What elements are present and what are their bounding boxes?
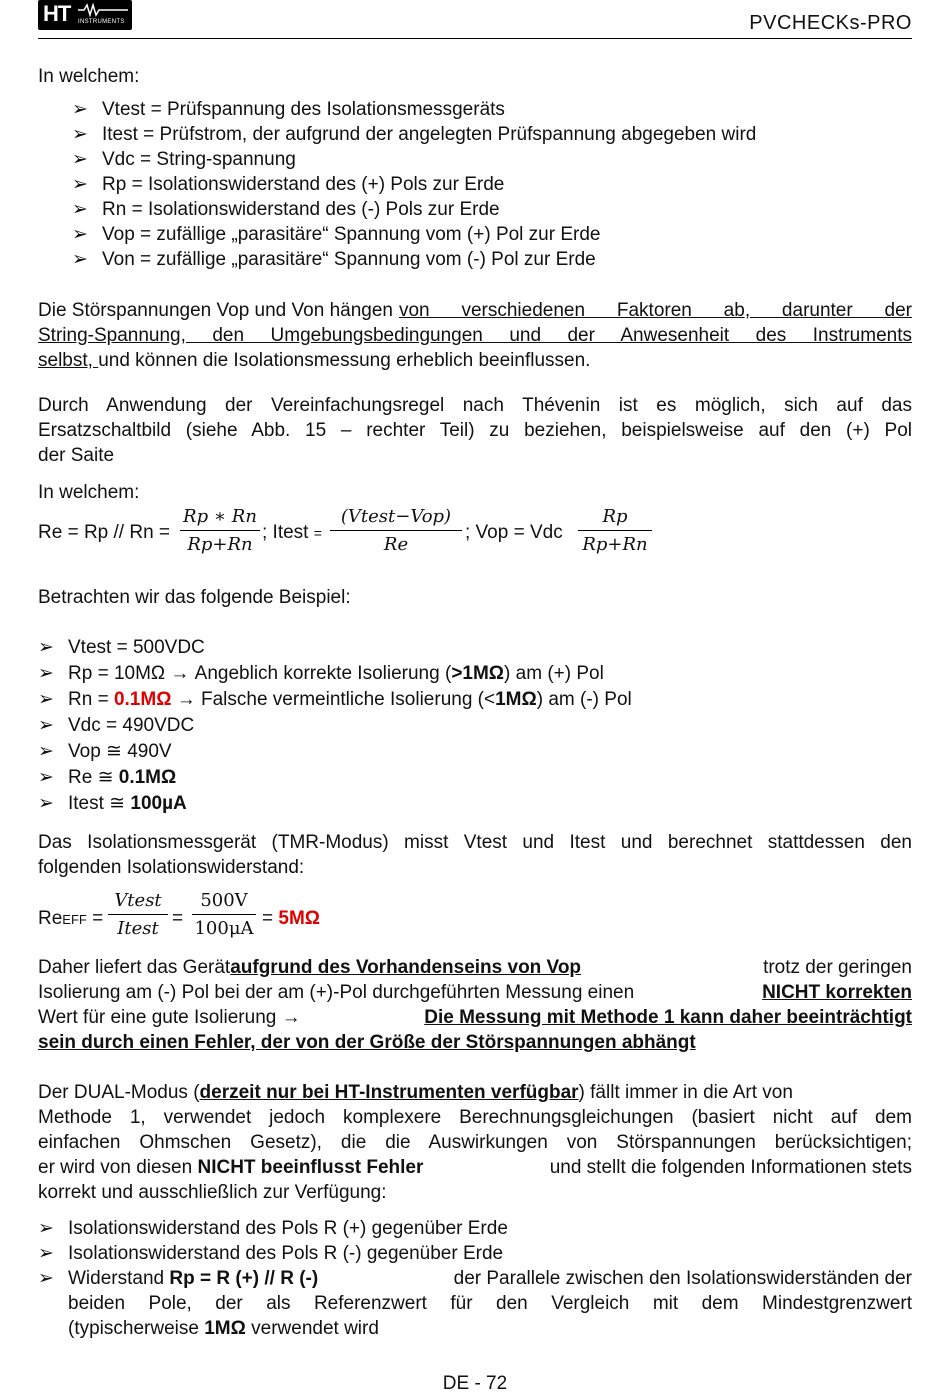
- bullet-icon: ➢: [38, 689, 54, 710]
- paragraph-dual-mode: Der DUAL-Modus (derzeit nur bei HT-Instrumenten verfügbar) fällt immer in die Art von Methode 1, verwendet jedoch komplexere Berechnungsgleichungen (basiert nicht auf dem einfachen Ohmschen Gesetz), die die Auswirkungen von Störspannungen berücksichtigen; er wird von diesen NICHT beeinflusst Fehler und stellt die folgenden Informationen stets korrekt und ausschließlich zur Verfügung:: [38, 1082, 912, 1203]
- list-item: ➢ Isolationswiderstand des Pols R (+) gegenüber Erde: [38, 1216, 912, 1241]
- bullet-icon: ➢: [72, 149, 88, 170]
- formula-reeff-label: ReEFF =: [38, 908, 104, 929]
- equals-sign: =: [172, 908, 184, 929]
- logo-text: HT: [43, 1, 71, 26]
- list-item: ➢ Vdc = 490VDC: [38, 713, 738, 739]
- formula-vop-label: ; Vop = Vdc: [465, 522, 563, 543]
- paragraph-thevenin: Durch Anwendung der Vereinfachungsregel nach Thévenin ist es möglich, sich auf das Ersatzschaltbild (siehe Abb. 15 – rechter Teil) zu beziehen, beispielsweise auf den (+) Pol der Saite: [38, 395, 912, 466]
- paragraph-tmr: Das Isolationsmessgerät (TMR-Modus) misst Vtest und Itest und berechnet stattdessen den folgenden Isolationswiderstand:: [38, 832, 912, 878]
- list-item: ➢ Re ≅ 0.1MΩ: [38, 765, 738, 791]
- bullet-icon: ➢: [38, 663, 54, 684]
- bullet-icon: ➢: [72, 174, 88, 195]
- bullet-icon: ➢: [38, 793, 54, 814]
- bullet-icon: ➢: [38, 1243, 54, 1264]
- header-divider: [38, 38, 912, 39]
- logo-subtext: INSTRUMENTS: [78, 19, 125, 25]
- arrow-right-icon: →: [170, 663, 190, 684]
- arrow-right-icon: →: [281, 1007, 301, 1028]
- list-item: ➢ Vtest = 500VDC: [38, 635, 738, 661]
- intro-label: In welchem:: [38, 66, 140, 87]
- bullet-icon: ➢: [38, 637, 54, 658]
- bullet-icon: ➢: [38, 741, 54, 762]
- page-number: DE - 72: [442, 1373, 508, 1394]
- arrow-right-icon: →: [171, 689, 201, 710]
- intro-label-2: In welchem:: [38, 482, 140, 503]
- list-item: ➢ Rn = Isolationswiderstand des (-) Pols zur Erde: [72, 199, 500, 220]
- list-item: ➢ Rp = Isolationswiderstand des (+) Pols zur Erde: [72, 174, 505, 195]
- bullet-icon: ➢: [38, 715, 54, 736]
- list-item: ➢ Rp = 10MΩ → Angeblich korrekte Isolierung (>1MΩ) am (+) Pol: [38, 661, 738, 687]
- fraction-itest: (Vtest−Vop) Re: [330, 506, 462, 555]
- formula-result: = 5MΩ: [262, 908, 321, 929]
- bullet-icon: ➢: [72, 199, 88, 220]
- bullet-icon: ➢: [38, 767, 54, 788]
- bullet-icon: ➢: [72, 124, 88, 145]
- list-item: ➢ Vop = zufällige „parasitäre“ Spannung vom (+) Pol zur Erde: [72, 224, 601, 245]
- fraction-values: 500V 100μA: [192, 890, 256, 939]
- paragraph-conclusion: Daher liefert das Gerät aufgrund des Vorhandenseins von Vop trotz der geringen Isolierung am (-) Pol bei der am (+)-Pol durchgeführten Messung einen NICHT korrekten Wert für eine gute Isolierung → Die Messung mit Methode 1 kann daher beeinträchtigt sein durch einen Fehler, der von der Größe der Störspannungen abhängt: [38, 957, 912, 1053]
- paragraph-interference: Die Störspannungen Vop und Von hängen von verschiedenen Faktoren ab, darunter der String-Spannung, den Umgebungsbedingungen und der Anwesenheit des Instruments selbst, und können die Isolationsmessung erheblich beeinflussen.: [38, 300, 912, 371]
- formula-itest-label: ; Itest =: [262, 522, 322, 543]
- fraction-vop: Rp Rp+Rn: [578, 506, 652, 555]
- ht-logo: [38, 0, 132, 30]
- document-title: PVCHECKs-PRO: [749, 12, 912, 34]
- list-item: ➢ Von = zufällige „parasitäre“ Spannung vom (-) Pol zur Erde: [72, 249, 596, 270]
- list-item: ➢ Vdc = String-spannung: [72, 149, 296, 170]
- fraction-vtest-itest: Vtest Itest: [108, 890, 168, 939]
- list-item: ➢ Itest ≅ 100µA: [38, 791, 738, 817]
- list-item: ➢ Itest = Prüfstrom, der aufgrund der angelegten Prüfspannung abgegeben wird: [72, 124, 757, 145]
- bullet-icon: ➢: [72, 99, 88, 120]
- bullet-icon: ➢: [72, 249, 88, 270]
- list-item: ➢ Rn = 0.1MΩ → Falsche vermeintliche Isolierung (<1MΩ) am (-) Pol: [38, 687, 738, 713]
- fraction-re: Rp ∗ Rn Rp+Rn: [180, 506, 260, 555]
- list-item: ➢ Widerstand Rp = R (+) // R (-) der Parallele zwischen den Isolationswiderständen der beiden Pole, der als Referenzwert für den Vergleich mit dem Mindestgrenzwert (typischerweise 1MΩ verwendet wird: [38, 1268, 912, 1339]
- bullet-icon: ➢: [72, 224, 88, 245]
- example-label: Betrachten wir das folgende Beispiel:: [38, 587, 351, 608]
- waveform-icon: [78, 3, 128, 17]
- bullet-icon: ➢: [38, 1268, 54, 1289]
- list-item: ➢ Vtest = Prüfspannung des Isolationsmessgeräts: [72, 99, 505, 120]
- list-item: ➢ Isolationswiderstand des Pols R (-) gegenüber Erde: [38, 1241, 912, 1266]
- list-item: ➢ Vop ≅ 490V: [38, 739, 738, 765]
- bullet-icon: ➢: [38, 1218, 54, 1239]
- formula-re-label: Re = Rp // Rn =: [38, 522, 171, 543]
